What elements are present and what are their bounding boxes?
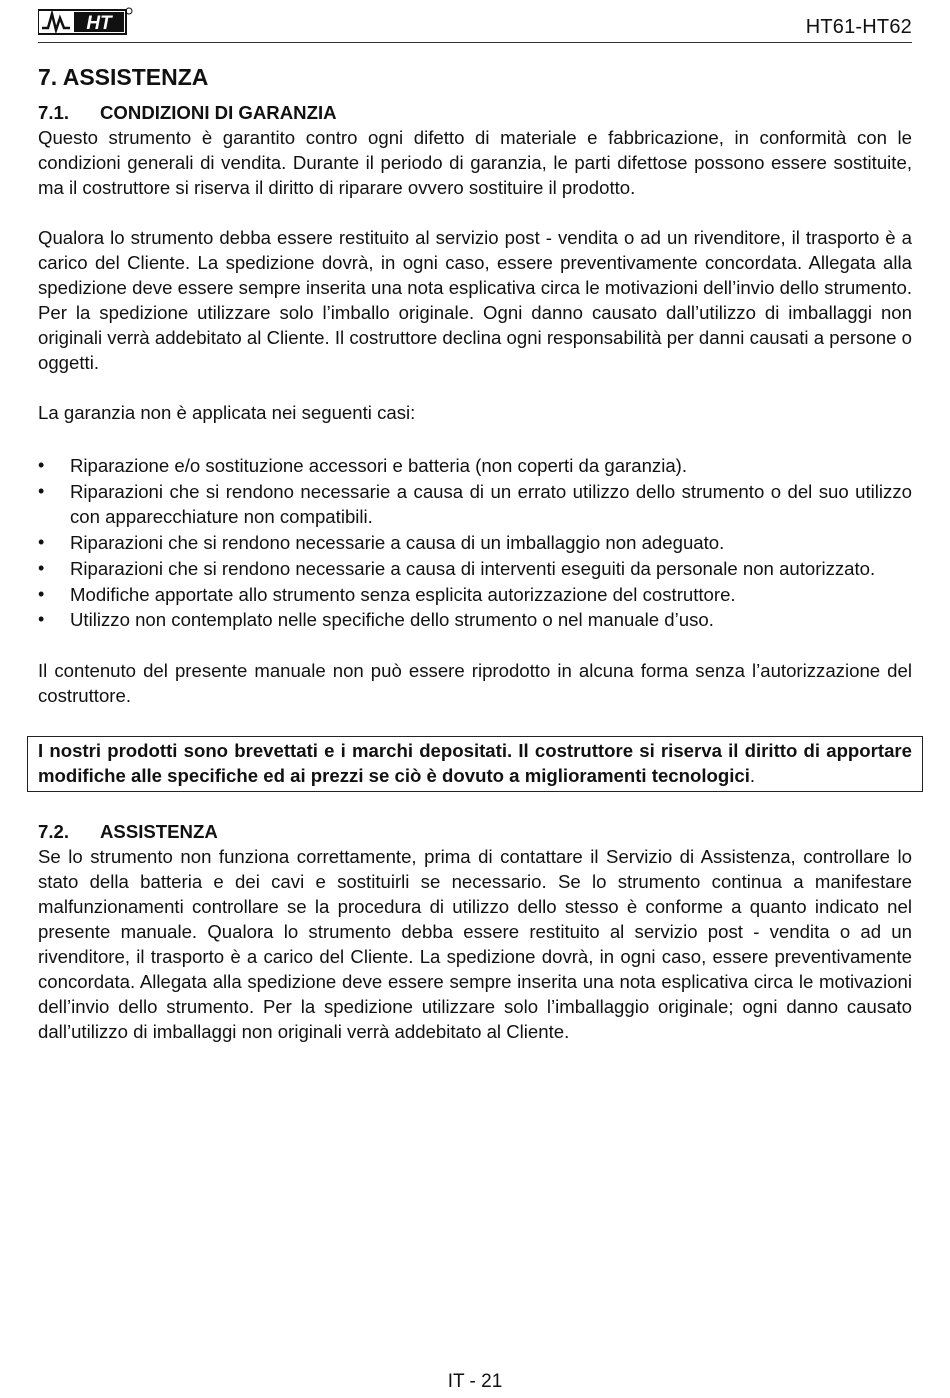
list-item: • Modifiche apportate allo strumento senza esplicita autorizzazione del costruttore. (38, 582, 912, 608)
notice-text: I nostri prodotti sono brevettati e i marchi depositati. Il costruttore si riserva il diritto di apportare modifiche alle specifiche ed ai prezzi se ciò è dovuto a miglioramenti tecnologici (38, 739, 912, 786)
svg-text:HT: HT (86, 13, 112, 34)
section-number: 7. (38, 64, 58, 90)
page-number: IT - 21 (447, 1371, 503, 1392)
page-header (38, 4, 912, 43)
warranty-heading (38, 100, 912, 125)
list-item: • Utilizzo non contemplato nelle specifiche dello strumento o nel manuale d’uso. (38, 607, 912, 633)
service-heading (38, 819, 912, 844)
warranty-paragraph-3: La garanzia non è applicata nei seguenti casi: (38, 402, 416, 423)
spacer (38, 792, 912, 819)
spacer (38, 425, 912, 453)
notice-tail: . (749, 764, 756, 786)
ht-logo (38, 6, 133, 36)
spacer (38, 633, 912, 658)
list-item: • Riparazioni che si rendono necessarie a causa di un errato utilizzo dello strumento o del suo utilizzo con apparecchiature non compatibili. (38, 479, 912, 530)
warranty-paragraph-2: Qualora lo strumento debba essere restituito al servizio post - vendita o ad un rivenditore, il trasporto è a carico del Cliente. La spedizione dovrà, in ogni caso, essere preventivamente concordata. Allegata alla spedizione deve essere sempre inserita una nota esplicativa circa le motivazioni dell’invio dello strumento. Per la spedizione utilizzare solo l’imballo originale. Ogni danno causato dall’utilizzo di imballaggi non originali verrà addebitato al Cliente. Il costruttore declina ogni responsabilità per danni causati a persone o oggetti. (38, 227, 912, 373)
spacer (38, 375, 912, 400)
ht-logo-icon (38, 6, 133, 36)
section-title-text: ASSISTENZA (62, 64, 209, 90)
page-content (38, 60, 912, 1044)
document-code: HT61-HT62 (805, 16, 912, 38)
warranty-paragraph-1: Questo strumento è garantito contro ogni difetto di materiale e fabbricazione, in conformità con le condizioni generali di vendita. Durante il periodo di garanzia, le parti difettose possono essere sostituite, ma il costruttore si riserva il diritto di riparare ovvero sostituire il prodotto. (38, 127, 912, 198)
spacer (38, 200, 912, 225)
section-title (38, 60, 912, 100)
list-item: • Riparazione e/o sostituzione accessori e batteria (non coperti da garanzia). (38, 453, 912, 479)
exclusion-list (38, 453, 912, 633)
list-item: • Riparazioni che si rendono necessarie a causa di interventi eseguiti da personale non autorizzato. (38, 556, 912, 582)
warranty-title: CONDIZIONI DI GARANZIA (100, 102, 337, 123)
service-number: 7.2. (38, 820, 70, 842)
patent-notice-box (27, 736, 923, 792)
warranty-paragraph-4: Il contenuto del presente manuale non può essere riprodotto in alcuna forma senza l’autorizzazione del costruttore. (38, 659, 912, 706)
service-title: ASSISTENZA (100, 820, 218, 842)
list-item: • Riparazioni che si rendono necessarie a causa di un imballaggio non adeguato. (38, 530, 912, 556)
service-paragraph: Se lo strumento non funziona correttamente, prima di contattare il Servizio di Assistenza, controllare lo stato della batteria e dei cavi e sostituirli se necessario. Se lo strumento continua a manifestare malfunzionamenti controllare se la procedura di utilizzo dello stesso è conforme a quanto indicato nel presente manuale. Qualora lo strumento debba essere restituito al servizio post - vendita o ad un rivenditore, il trasporto è a carico del Cliente. La spedizione dovrà, in ogni caso, essere preventivamente concordata. Allegata alla spedizione deve essere sempre inserita una nota esplicativa circa le motivazioni dell’invio dello strumento. Per la spedizione utilizzare solo l’imballaggio originale; ogni danno causato dall’utilizzo di imballaggi non originali verrà addebitato al Cliente. (38, 845, 912, 1042)
spacer (38, 708, 912, 736)
warranty-number: 7.1. (38, 102, 70, 123)
